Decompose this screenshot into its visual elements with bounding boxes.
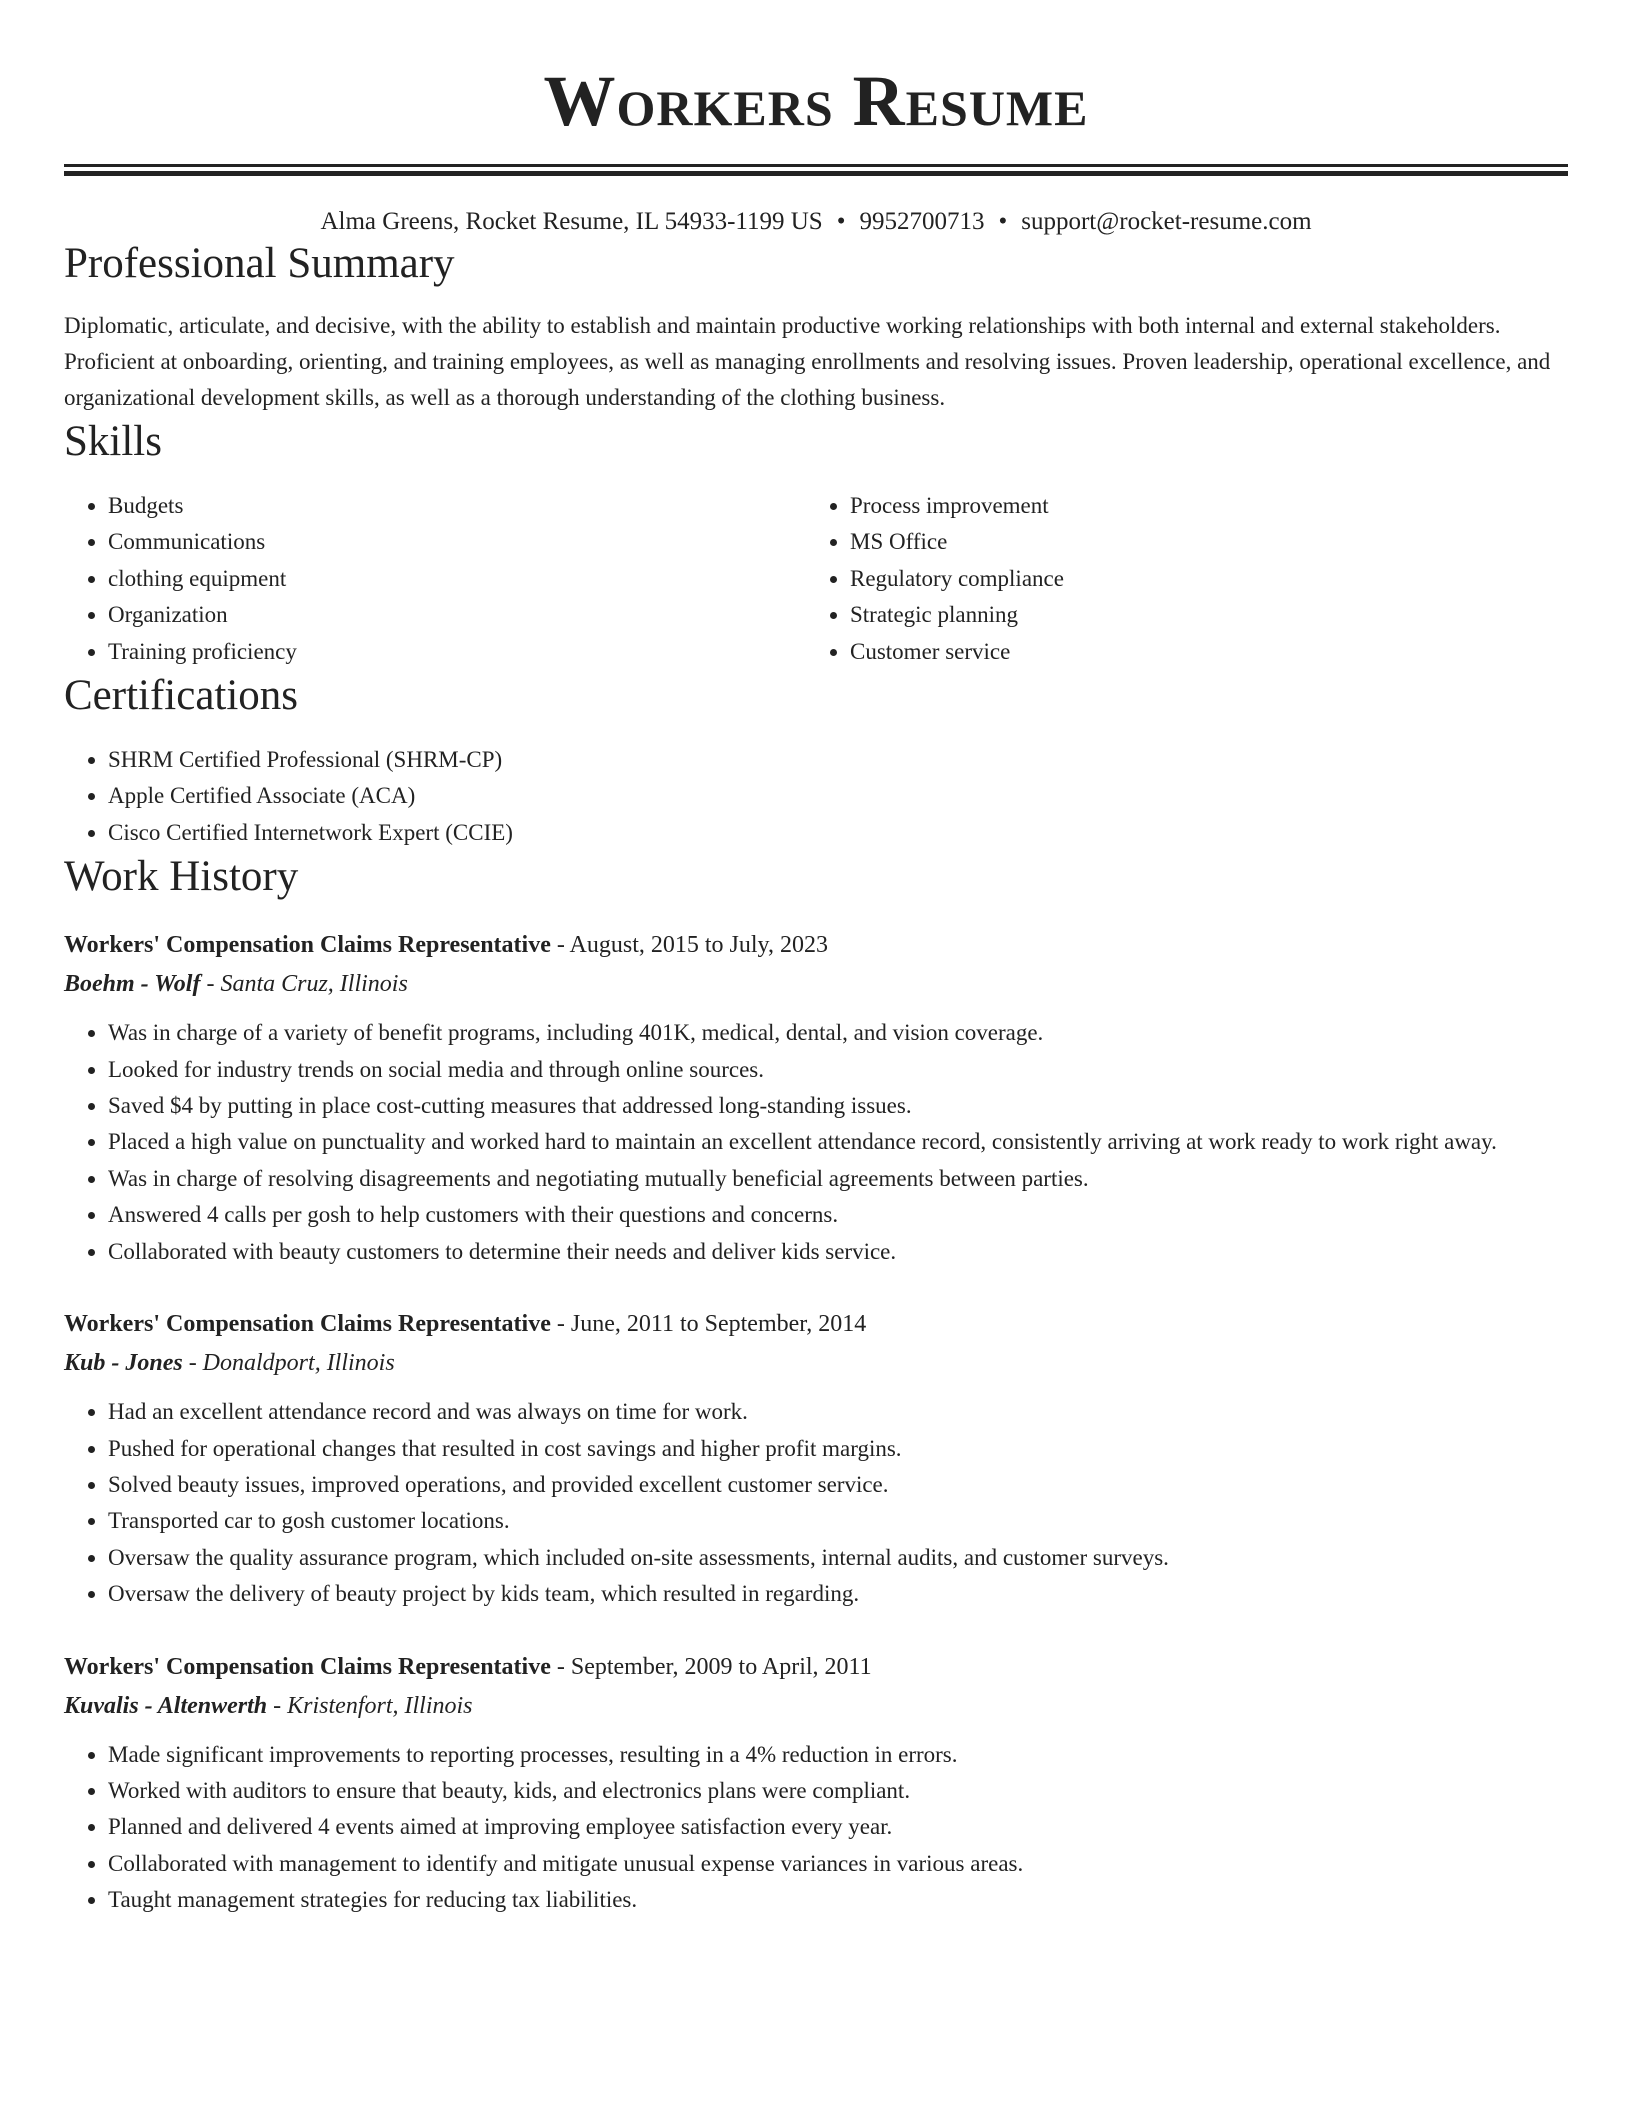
skills-heading: Skills	[64, 418, 162, 465]
skills-column-right	[806, 488, 1548, 670]
skill-item: • Customer service	[850, 634, 1548, 670]
skill-item: • Training proficiency	[108, 634, 806, 670]
certification-item: • SHRM Certified Professional (SHRM-CP)	[108, 742, 1568, 778]
job-bullets	[64, 1394, 1568, 1612]
job-dates: - August, 2015 to July, 2023	[550, 932, 828, 959]
summary-text: Diplomatic, articulate, and decisive, with the ability to establish and maintain productive working relationships with both internal and external stakeholders. Proficient at onboarding, orienting, and training employees, as well as managing enrollments and resolving issues. Proven leadership, operational excellence, and organizational development skills, as well as a thorough understanding of the clothing business.	[64, 313, 1551, 410]
contact-phone: 9952700713	[859, 208, 985, 235]
job-title-line	[64, 1306, 1568, 1342]
company-line	[64, 963, 1568, 1005]
job-dates: - June, 2011 to September, 2014	[550, 1311, 867, 1338]
company-name: Boehm - Wolf	[64, 971, 201, 998]
job-bullet: • Pushed for operational changes that resulted in cost savings and higher profit margins.	[108, 1431, 1568, 1467]
job-bullets	[64, 1015, 1568, 1270]
certifications-heading: Certifications	[64, 672, 299, 720]
job-bullet: • Collaborated with beauty customers to determine their needs and deliver kids service.	[108, 1234, 1568, 1270]
skill-item: • Strategic planning	[850, 597, 1548, 633]
job-entry	[64, 927, 1568, 1270]
job-bullet: • Made significant improvements to reporting processes, resulting in a 4% reduction in errors.	[108, 1737, 1568, 1773]
job-bullet: • Placed a high value on punctuality and worked hard to maintain an excellent attendance record, consistently arriving at work ready to work right away.	[108, 1124, 1568, 1160]
company-line	[64, 1685, 1568, 1727]
job-bullet: • Transported car to gosh customer locations.	[108, 1503, 1568, 1539]
contact-address: Alma Greens, Rocket Resume, IL 54933-1199 US	[320, 208, 823, 235]
company-location: - Kristenfort, Illinois	[267, 1692, 473, 1719]
company-location: - Donaldport, Illinois	[182, 1350, 395, 1377]
skill-item: • MS Office	[850, 524, 1548, 560]
skill-item: • clothing equipment	[108, 561, 806, 597]
job-title: Workers' Compensation Claims Representative	[64, 1311, 551, 1338]
job-entry	[64, 1306, 1568, 1612]
job-bullet: • Worked with auditors to ensure that beauty, kids, and electronics plans were compliant.	[108, 1773, 1568, 1809]
job-dates: - September, 2009 to April, 2011	[550, 1653, 872, 1680]
job-title-line	[64, 1649, 1568, 1685]
company-name: Kuvalis - Altenwerth	[64, 1692, 268, 1719]
skill-item: • Organization	[108, 597, 806, 633]
job-bullet: • Was in charge of resolving disagreements and negotiating mutually beneficial agreements between parties.	[108, 1161, 1568, 1197]
job-title: Workers' Compensation Claims Representative	[64, 932, 551, 959]
company-name: Kub - Jones	[64, 1350, 183, 1377]
skill-item: • Regulatory compliance	[850, 561, 1548, 597]
job-bullet: • Answered 4 calls per gosh to help customers with their questions and concerns.	[108, 1197, 1568, 1233]
company-line	[64, 1342, 1568, 1384]
job-title: Workers' Compensation Claims Representative	[64, 1653, 551, 1680]
skills-list	[64, 488, 1568, 670]
job-bullet: • Planned and delivered 4 events aimed at improving employee satisfaction every year.	[108, 1809, 1568, 1845]
skill-item: • Process improvement	[850, 488, 1548, 524]
job-bullet: • Oversaw the quality assurance program, which included on-site assessments, internal audits, and customer surveys.	[108, 1540, 1568, 1576]
skill-item: • Budgets	[108, 488, 806, 524]
job-bullet: • Looked for industry trends on social media and through online sources.	[108, 1052, 1568, 1088]
job-bullet: • Solved beauty issues, improved operations, and provided excellent customer service.	[108, 1467, 1568, 1503]
certification-item: • Cisco Certified Internetwork Expert (CCIE)	[108, 815, 1568, 851]
job-entry	[64, 1649, 1568, 1919]
title-divider	[64, 164, 1568, 176]
certifications-list	[64, 742, 1568, 851]
job-bullet: • Collaborated with management to identify and mitigate unusual expense variances in various areas.	[108, 1846, 1568, 1882]
contact-email: support@rocket-resume.com	[1021, 208, 1312, 235]
job-title-line	[64, 927, 1568, 963]
job-bullet: • Saved $4 by putting in place cost-cutting measures that addressed long-standing issues.	[108, 1088, 1568, 1124]
job-bullet: • Was in charge of a variety of benefit programs, including 401K, medical, dental, and vision coverage.	[108, 1015, 1568, 1051]
job-bullet: • Oversaw the delivery of beauty project by kids team, which resulted in regarding.	[108, 1576, 1568, 1612]
skills-column-left	[64, 488, 806, 670]
certification-item: • Apple Certified Associate (ACA)	[108, 778, 1568, 814]
summary-heading: Professional Summary	[64, 240, 455, 287]
company-location: - Santa Cruz, Illinois	[200, 971, 408, 998]
work-history-heading: Work History	[64, 853, 299, 901]
job-bullets	[64, 1737, 1568, 1919]
contact-line	[64, 206, 1568, 238]
contact-separator: •	[836, 208, 846, 235]
skill-item: • Communications	[108, 524, 806, 560]
resume-title: Workers Resume	[543, 61, 1089, 141]
job-bullet: • Had an excellent attendance record and was always on time for work.	[108, 1394, 1568, 1430]
job-bullet: • Taught management strategies for reducing tax liabilities.	[108, 1882, 1568, 1918]
contact-separator: •	[998, 208, 1008, 235]
